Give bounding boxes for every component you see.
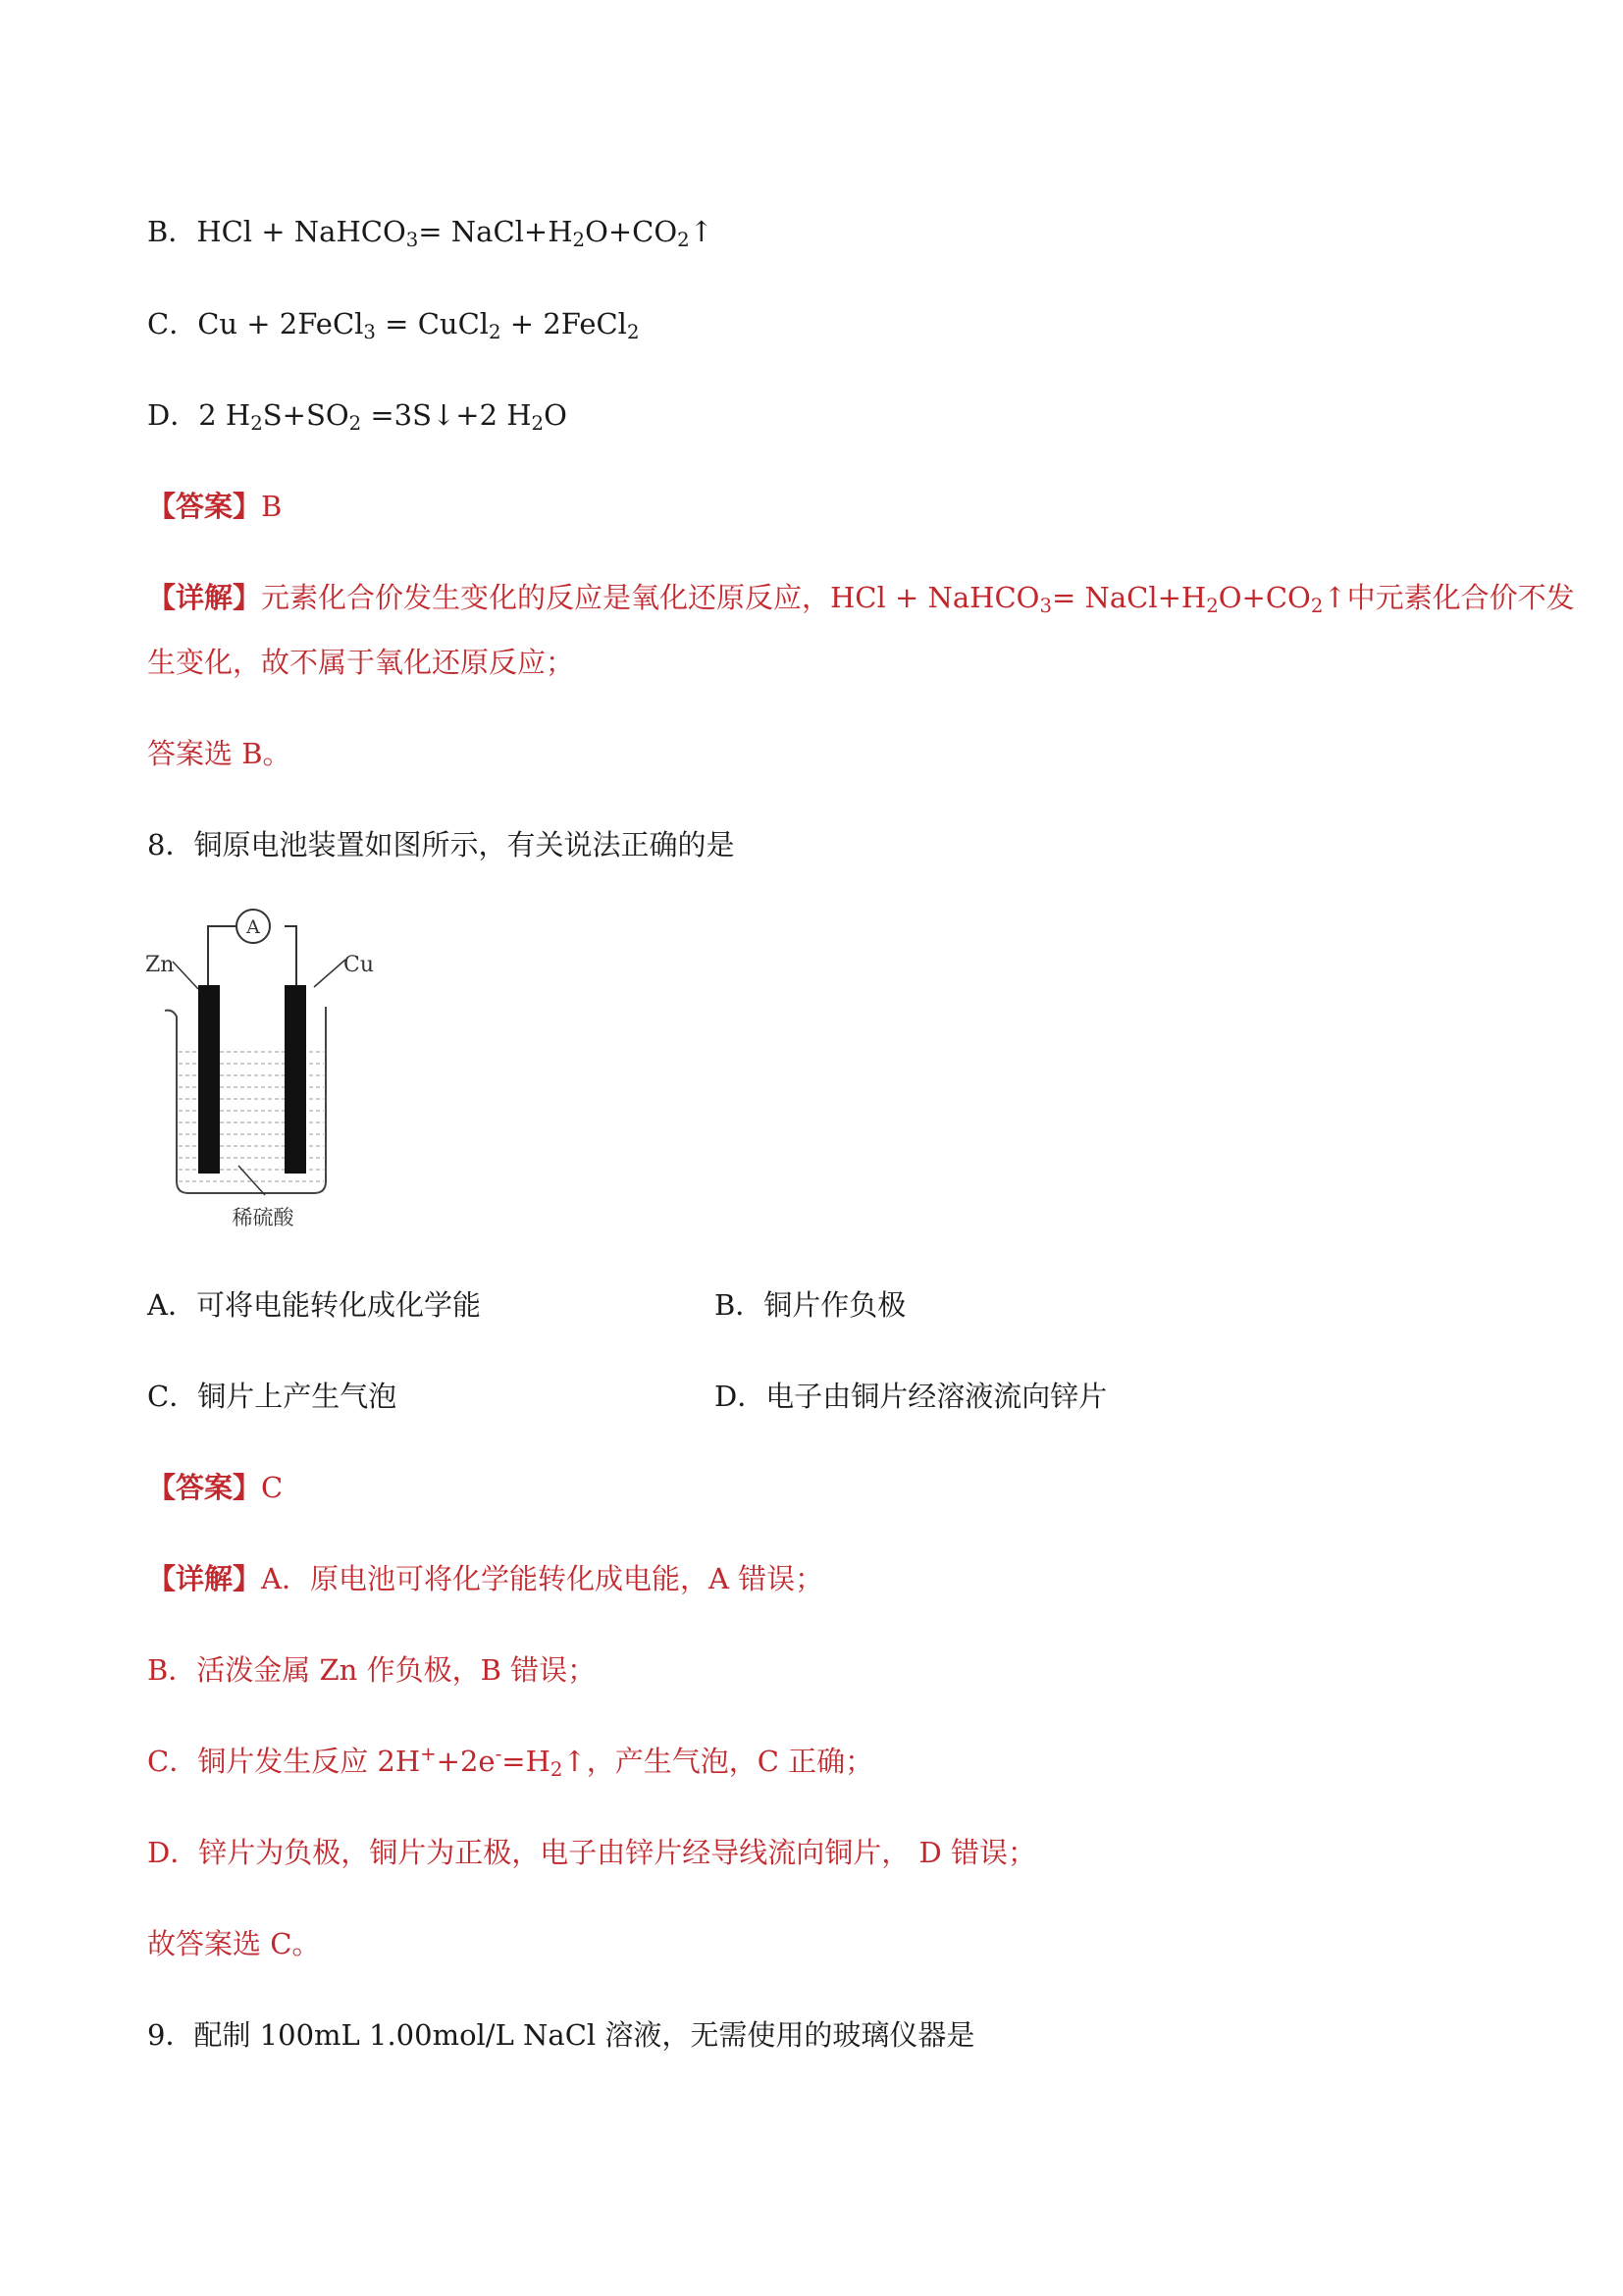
cu-pointer: [314, 960, 345, 987]
q8-conclusion: 故答案选 C。: [147, 1927, 321, 1960]
q8-detail-c: C．铜片发生反应 $2H^++2e^-=H_2↑$，产生气泡，C 正确；: [147, 1743, 874, 1781]
q7-detail-line1: 【详解】元素化合价发生变化的反应是氧化还原反应，HCl + NaHCO$_3$= $NaCl+H_2O+CO_2↑$中元素化合价不发: [147, 581, 1575, 617]
q9-stem: 9．配制 100mL 1.00mol/L NaCl 溶液，无需使用的玻璃仪器是: [147, 2018, 975, 2052]
q8-detail-b: B．活泼金属 Zn 作负极，B 错误；: [147, 1653, 597, 1687]
galvanic-cell-figure: [137, 901, 393, 1254]
zn-label: Zn: [145, 953, 175, 977]
solution-label: 稀硫酸: [232, 1206, 294, 1229]
q8-detail-a: 【详解】A．原电池可将化学能转化成电能，A 错误；: [147, 1562, 824, 1595]
wire-right: [285, 926, 296, 985]
q7-option-b: B．HCl + NaHCO$_3$= $NaCl+H_2O+CO_2↑$: [147, 215, 713, 251]
q8-detail-d: D．锌片为负极，铜片为正极，电子由锌片经导线流向铜片， D 错误；: [147, 1836, 1036, 1869]
q7-detail-line2: 生变化，故不属于氧化还原反应；: [147, 646, 575, 679]
q7-option-c: C．Cu + 2FeCl$_3$ = CuCl$_2$ + 2FeCl$_2$: [147, 307, 640, 343]
q8-option-d: D．电子由铜片经溶液流向锌片: [714, 1380, 1108, 1413]
q7-option-d: D．2 $H_2S+SO_2$ =3S↓+2 $H_2O$: [147, 398, 567, 435]
zinc-electrode: [198, 985, 220, 1174]
q7-answer: 【答案】B: [147, 490, 283, 523]
solution-pointer: [238, 1166, 265, 1195]
q8-option-a: A．可将电能转化成化学能: [147, 1288, 481, 1322]
wire-left: [208, 926, 236, 985]
q8-option-b: B．铜片作负极: [714, 1288, 907, 1322]
copper-electrode: [285, 985, 306, 1174]
ammeter-label: A: [246, 916, 260, 938]
q8-answer: 【答案】C: [147, 1471, 284, 1504]
q8-stem: 8．铜原电池装置如图所示，有关说法正确的是: [147, 828, 735, 861]
q7-conclusion: 答案选 B。: [147, 737, 291, 770]
q8-option-c: C．铜片上产生气泡: [147, 1380, 397, 1413]
zn-pointer: [173, 962, 198, 989]
cu-label: Cu: [343, 953, 375, 977]
